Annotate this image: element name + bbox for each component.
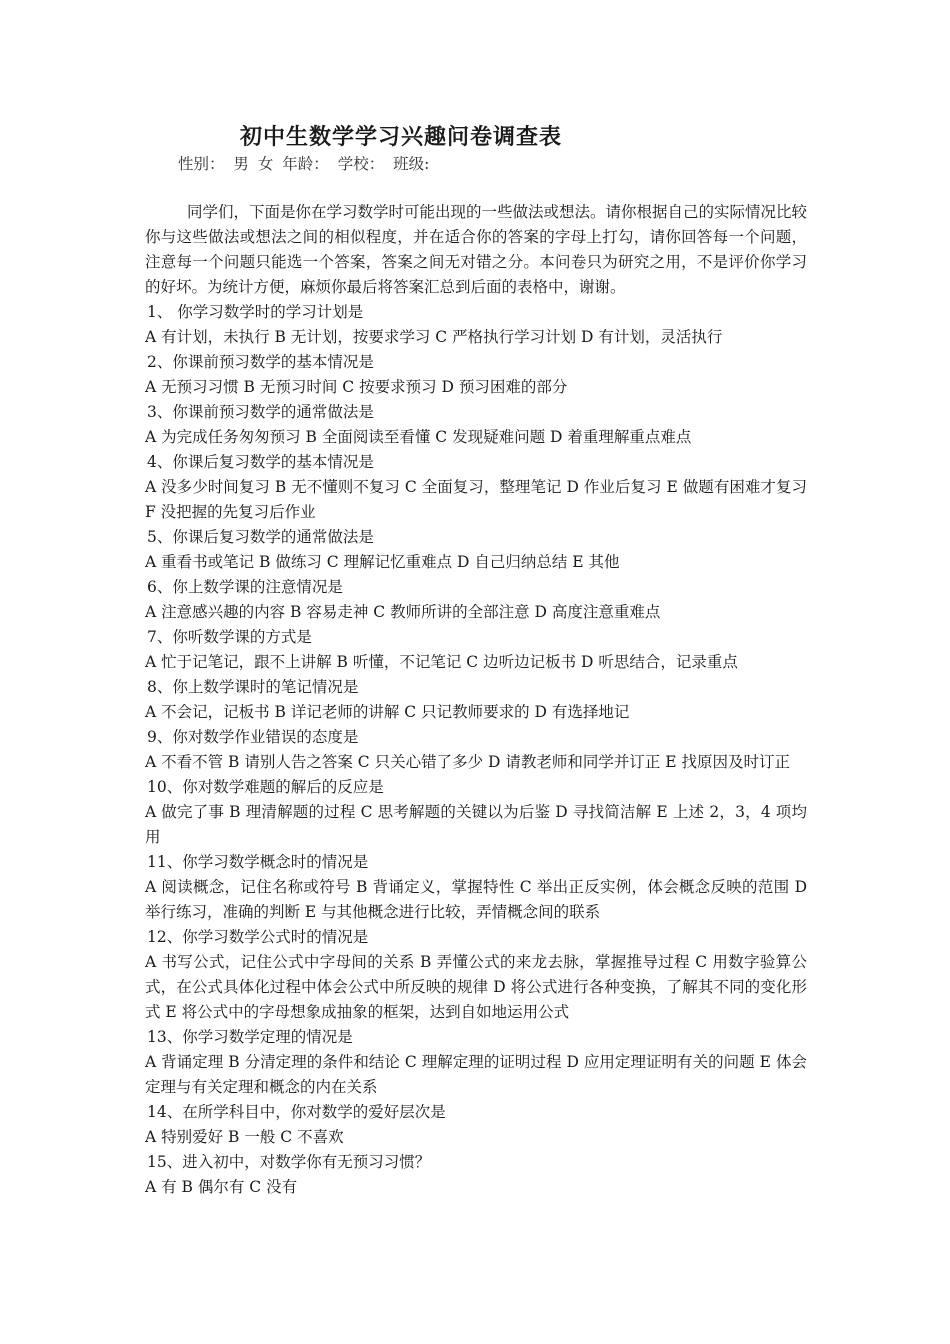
respondent-info-line: 性别： 男 女 年龄： 学校： 班级: <box>178 155 430 173</box>
question-1-text: 1、 你学习数学时的学习计划是 <box>147 303 364 321</box>
question-5-text: 5、你课后复习数学的通常做法是 <box>147 528 374 546</box>
question-5-options: A 重看书或笔记 B 做练习 C 理解记忆重难点 D 自己归纳总结 E 其他 <box>145 553 620 571</box>
question-9-text: 9、你对数学作业错误的态度是 <box>147 728 359 746</box>
question-11-options: A 阅读概念，记住名称或符号 B 背诵定义，掌握特性 C 举出正反实例，体会概念反映的范围 D 举行练习，准确的判断 E 与其他概念进行比较，弄情概念间的联系 <box>145 878 807 921</box>
question-14-options: A 特别爱好 B 一般 C 不喜欢 <box>145 1128 344 1146</box>
question-6-text: 6、你上数学课的注意情况是 <box>147 578 343 596</box>
question-4-options: A 没多少时间复习 B 无不懂则不复习 C 全面复习，整理笔记 D 作业后复习 E 做题有困难才复习 F 没把握的先复习后作业 <box>145 478 807 521</box>
question-9-options: A 不看不管 B 请别人告之答案 C 只关心错了多少 D 请教老师和同学并订正 E 找原因及时订正 <box>145 753 791 771</box>
question-8-options: A 不会记，记板书 B 详记老师的讲解 C 只记教师要求的 D 有选择地记 <box>145 703 630 721</box>
intro-paragraph: 同学们，下面是你在学习数学时可能出现的一些做法或想法。请你根据自己的实际情况比较你与这些做法或想法之间的相似程度，并在适合你的答案的字母上打勾，请你回答每一个问题，注意每一个问题只能选一个答案，答案之间无对错之分。本问卷只为研究之用，不是评价你学习的好坏。为统计方便，麻烦你最后将答案汇总到后面的表格中，谢谢。 <box>145 203 808 296</box>
question-3-options: A 为完成任务匆匆预习 B 全面阅读至看懂 C 发现疑难问题 D 着重理解重点难点 <box>145 428 692 446</box>
question-10-options: A 做完了事 B 理清解题的过程 C 思考解题的关键以为后鉴 D 寻找简洁解 E 上述 2，3，4 项均用 <box>145 803 807 846</box>
question-3-text: 3、你课前预习数学的通常做法是 <box>147 403 374 421</box>
question-12-text: 12、你学习数学公式时的情况是 <box>147 928 369 946</box>
question-14-text: 14、在所学科目中，你对数学的爱好层次是 <box>147 1103 446 1121</box>
question-13-text: 13、你学习数学定理的情况是 <box>147 1028 353 1046</box>
question-6-options: A 注意感兴趣的内容 B 容易走神 C 教师所讲的全部注意 D 高度注意重难点 <box>145 603 661 621</box>
question-list <box>145 300 807 1200</box>
question-1-options: A 有计划，未执行 B 无计划，按要求学习 C 严格执行学习计划 D 有计划，灵活执行 <box>145 328 723 346</box>
question-8-text: 8、你上数学课时的笔记情况是 <box>147 678 359 696</box>
question-15-text: 15、进入初中，对数学你有无预习习惯？ <box>147 1153 431 1171</box>
question-2-text: 2、你课前预习数学的基本情况是 <box>147 353 374 371</box>
question-12-options: A 书写公式，记住公式中字母间的关系 B 弄懂公式的来龙去脉，掌握推导过程 C 用数字验算公式，在公式具体化过程中体会公式中所反映的规律 D 将公式进行各种变换，了解其不同的变化形式 E 将公式中的字母想象成抽象的框架，达到自如地运用公式 <box>145 953 807 1021</box>
question-11-text: 11、你学习数学概念时的情况是 <box>147 853 369 871</box>
question-13-options: A 背诵定理 B 分清定理的条件和结论 C 理解定理的证明过程 D 应用定理证明有关的问题 E 体会定理与有关定理和概念的内在关系 <box>145 1053 807 1096</box>
questionnaire-body <box>145 200 807 1200</box>
question-2-options: A 无预习习惯 B 无预习时间 C 按要求预习 D 预习困难的部分 <box>145 378 568 396</box>
page-title: 初中生数学学习兴趣问卷调查表 <box>240 124 563 150</box>
question-4-text: 4、你课后复习数学的基本情况是 <box>147 453 374 471</box>
question-10-text: 10、你对数学难题的解后的反应是 <box>147 778 384 796</box>
question-7-options: A 忙于记笔记，跟不上讲解 B 听懂，不记笔记 C 边听边记板书 D 听思结合，记录重点 <box>145 653 738 671</box>
question-7-text: 7、你听数学课的方式是 <box>147 628 312 646</box>
question-15-options: A 有 B 偶尔有 C 没有 <box>145 1178 298 1196</box>
